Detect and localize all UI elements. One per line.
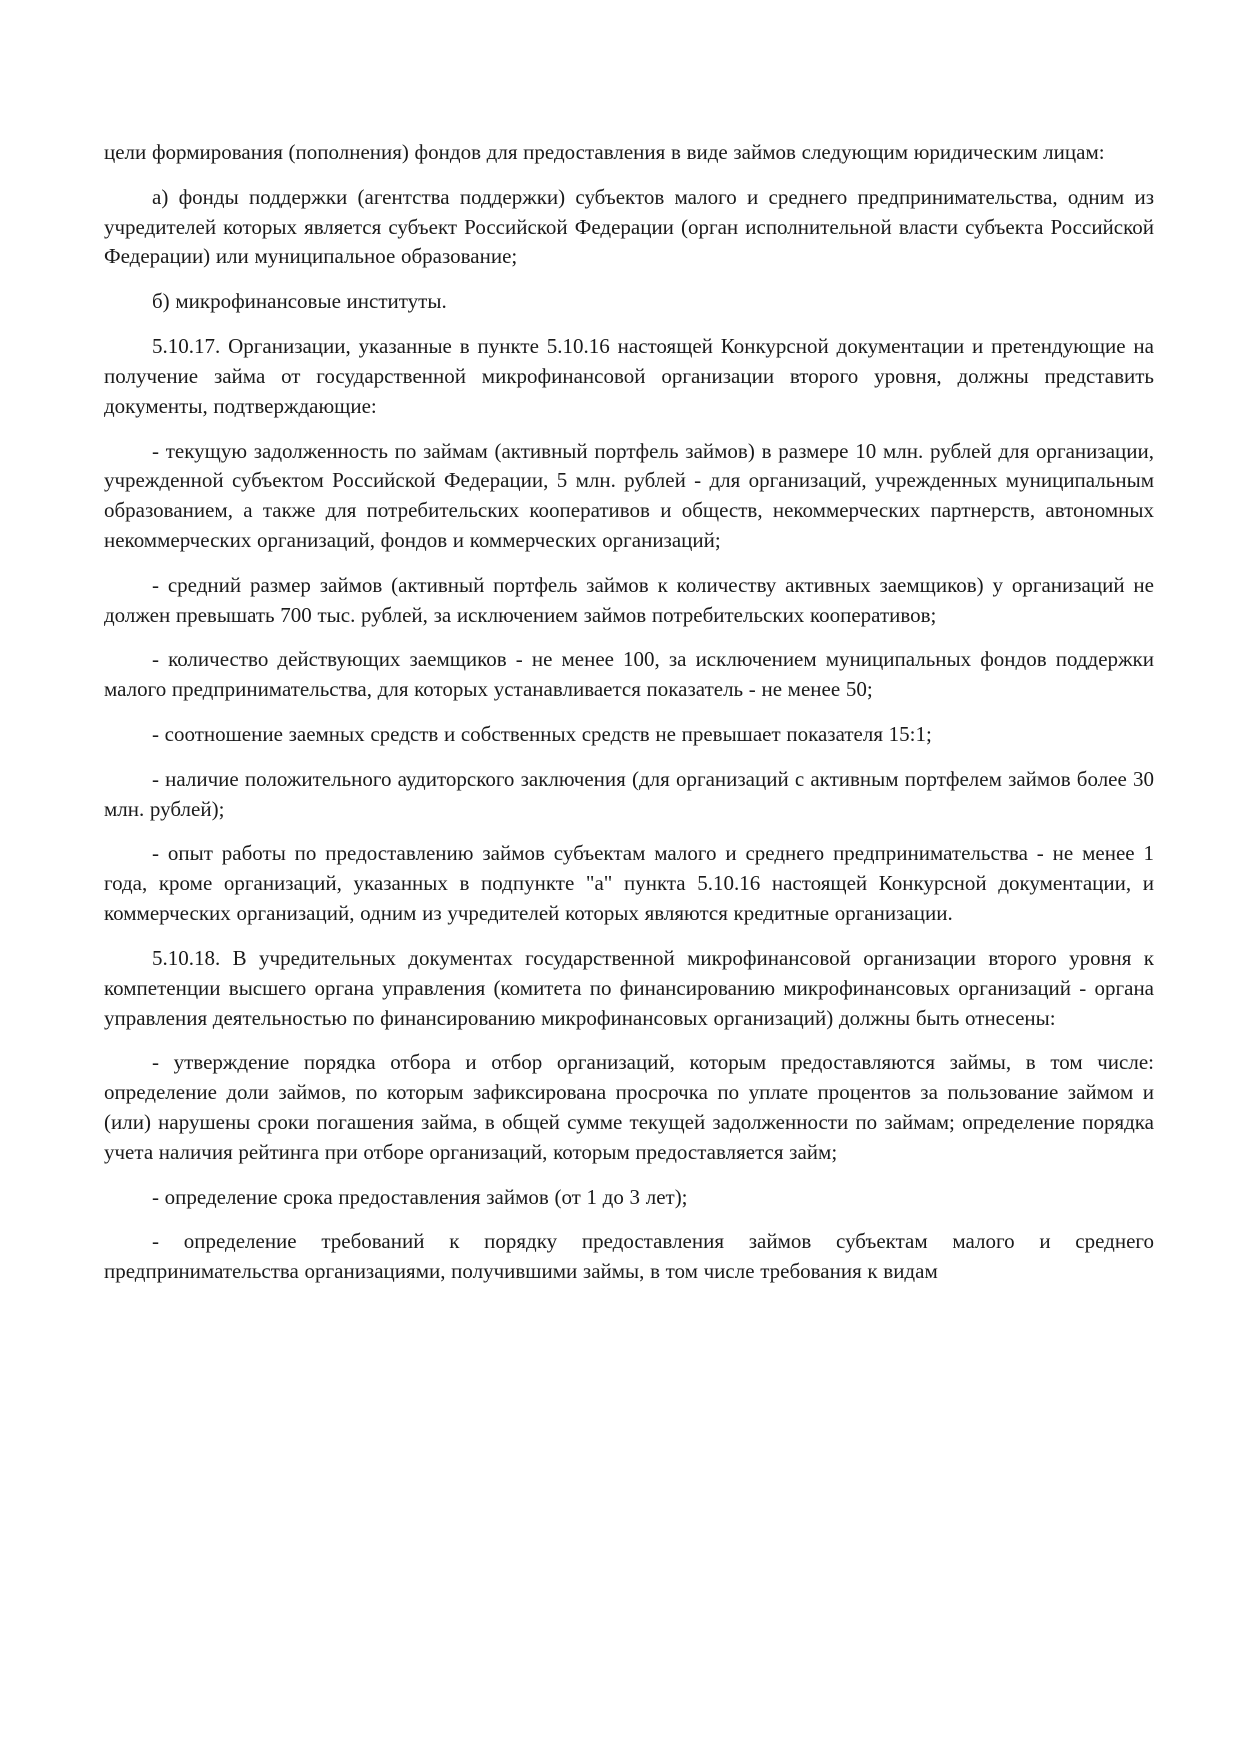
bullet-work-experience: - опыт работы по предоставлению займов субъектам малого и среднего предпринимательства - не менее 1 года, кроме организаций, указанных в подпункте "а" пункта 5.10.16 настоящей Конкурсной документации, и коммерческих организаций, одним из учредителей которых являются кредитные организации. [104,841,1154,926]
bullet-active-borrowers: - количество действующих заемщиков - не менее 100, за исключением муниципальных фондов поддержки малого предпринимательства, для которых устанавливается показатель - не менее 50; [104,647,1154,702]
paragraph-continuation: цели формирования (пополнения) фондов для предоставления в виде займов следующим юридическим лицам: [104,140,1105,164]
bullet-selection-procedure: - утверждение порядка отбора и отбор организаций, которым предоставляются займы, в том числе: определение доли займов, по которым зафиксирована просрочка по уплате процентов за пользование займом и (или) нарушены сроки погашения займа, в общей сумме текущей задолженности по займам; определение порядка учета наличия рейтинга при отборе организаций, которым предоставляется займ; [104,1050,1154,1164]
bullet-current-debt: - текущую задолженность по займам (активный портфель займов) в размере 10 млн. рублей для организации, учрежденной субъектом Российской Федерации, 5 млн. рублей - для организаций, учрежденных муниципальным образованием, а также для потребительских кооперативов и обществ, некоммерческих партнерств, автономных некоммерческих организаций, фондов и коммерческих организаций; [104,438,1154,552]
bullet-average-loan-size: - средний размер займов (активный портфель займов к количеству активных заемщиков) у организаций не должен превышать 700 тыс. рублей, за исключением займов потребительских кооперативов; [104,572,1154,627]
bullet-funds-ratio: - соотношение заемных средств и собственных средств не превышает показателя 15:1; [152,722,932,746]
list-item-b: б) микрофинансовые институты. [152,289,447,314]
bullet-audit-report: - наличие положительного аудиторского заключения (для организаций с активным портфелем займов более 30 млн. рублей); [104,766,1154,821]
list-item-a: а) фонды поддержки (агентства поддержки) субъектов малого и среднего предпринимательства, одним из учредителей которых является субъект Российской Федерации (орган исполнительной власти субъекта Российской Федерации) или муниципальное образование; [104,184,1154,269]
clause-5-10-18: 5.10.18. В учредительных документах государственной микрофинансовой организации второго уровня к компетенции высшего органа управления (комитета по финансированию микрофинансовых организаций - органа управления деятельностью по финансированию микрофинансовых организаций) должны быть отнесены: [104,945,1154,1030]
bullet-loan-requirements: - определение требований к порядку предоставления займов субъектам малого и среднего предпринимательства организациями, получившими займы, в том числе требования к видам [104,1229,1154,1284]
clause-5-10-17: 5.10.17. Организации, указанные в пункте 5.10.16 настоящей Конкурсной документации и претендующие на получение займа от государственной микрофинансовой организации второго уровня, должны представить документы, подтверждающие: [104,334,1154,418]
bullet-loan-term: - определение срока предоставления займов (от 1 до 3 лет); [152,1184,688,1209]
